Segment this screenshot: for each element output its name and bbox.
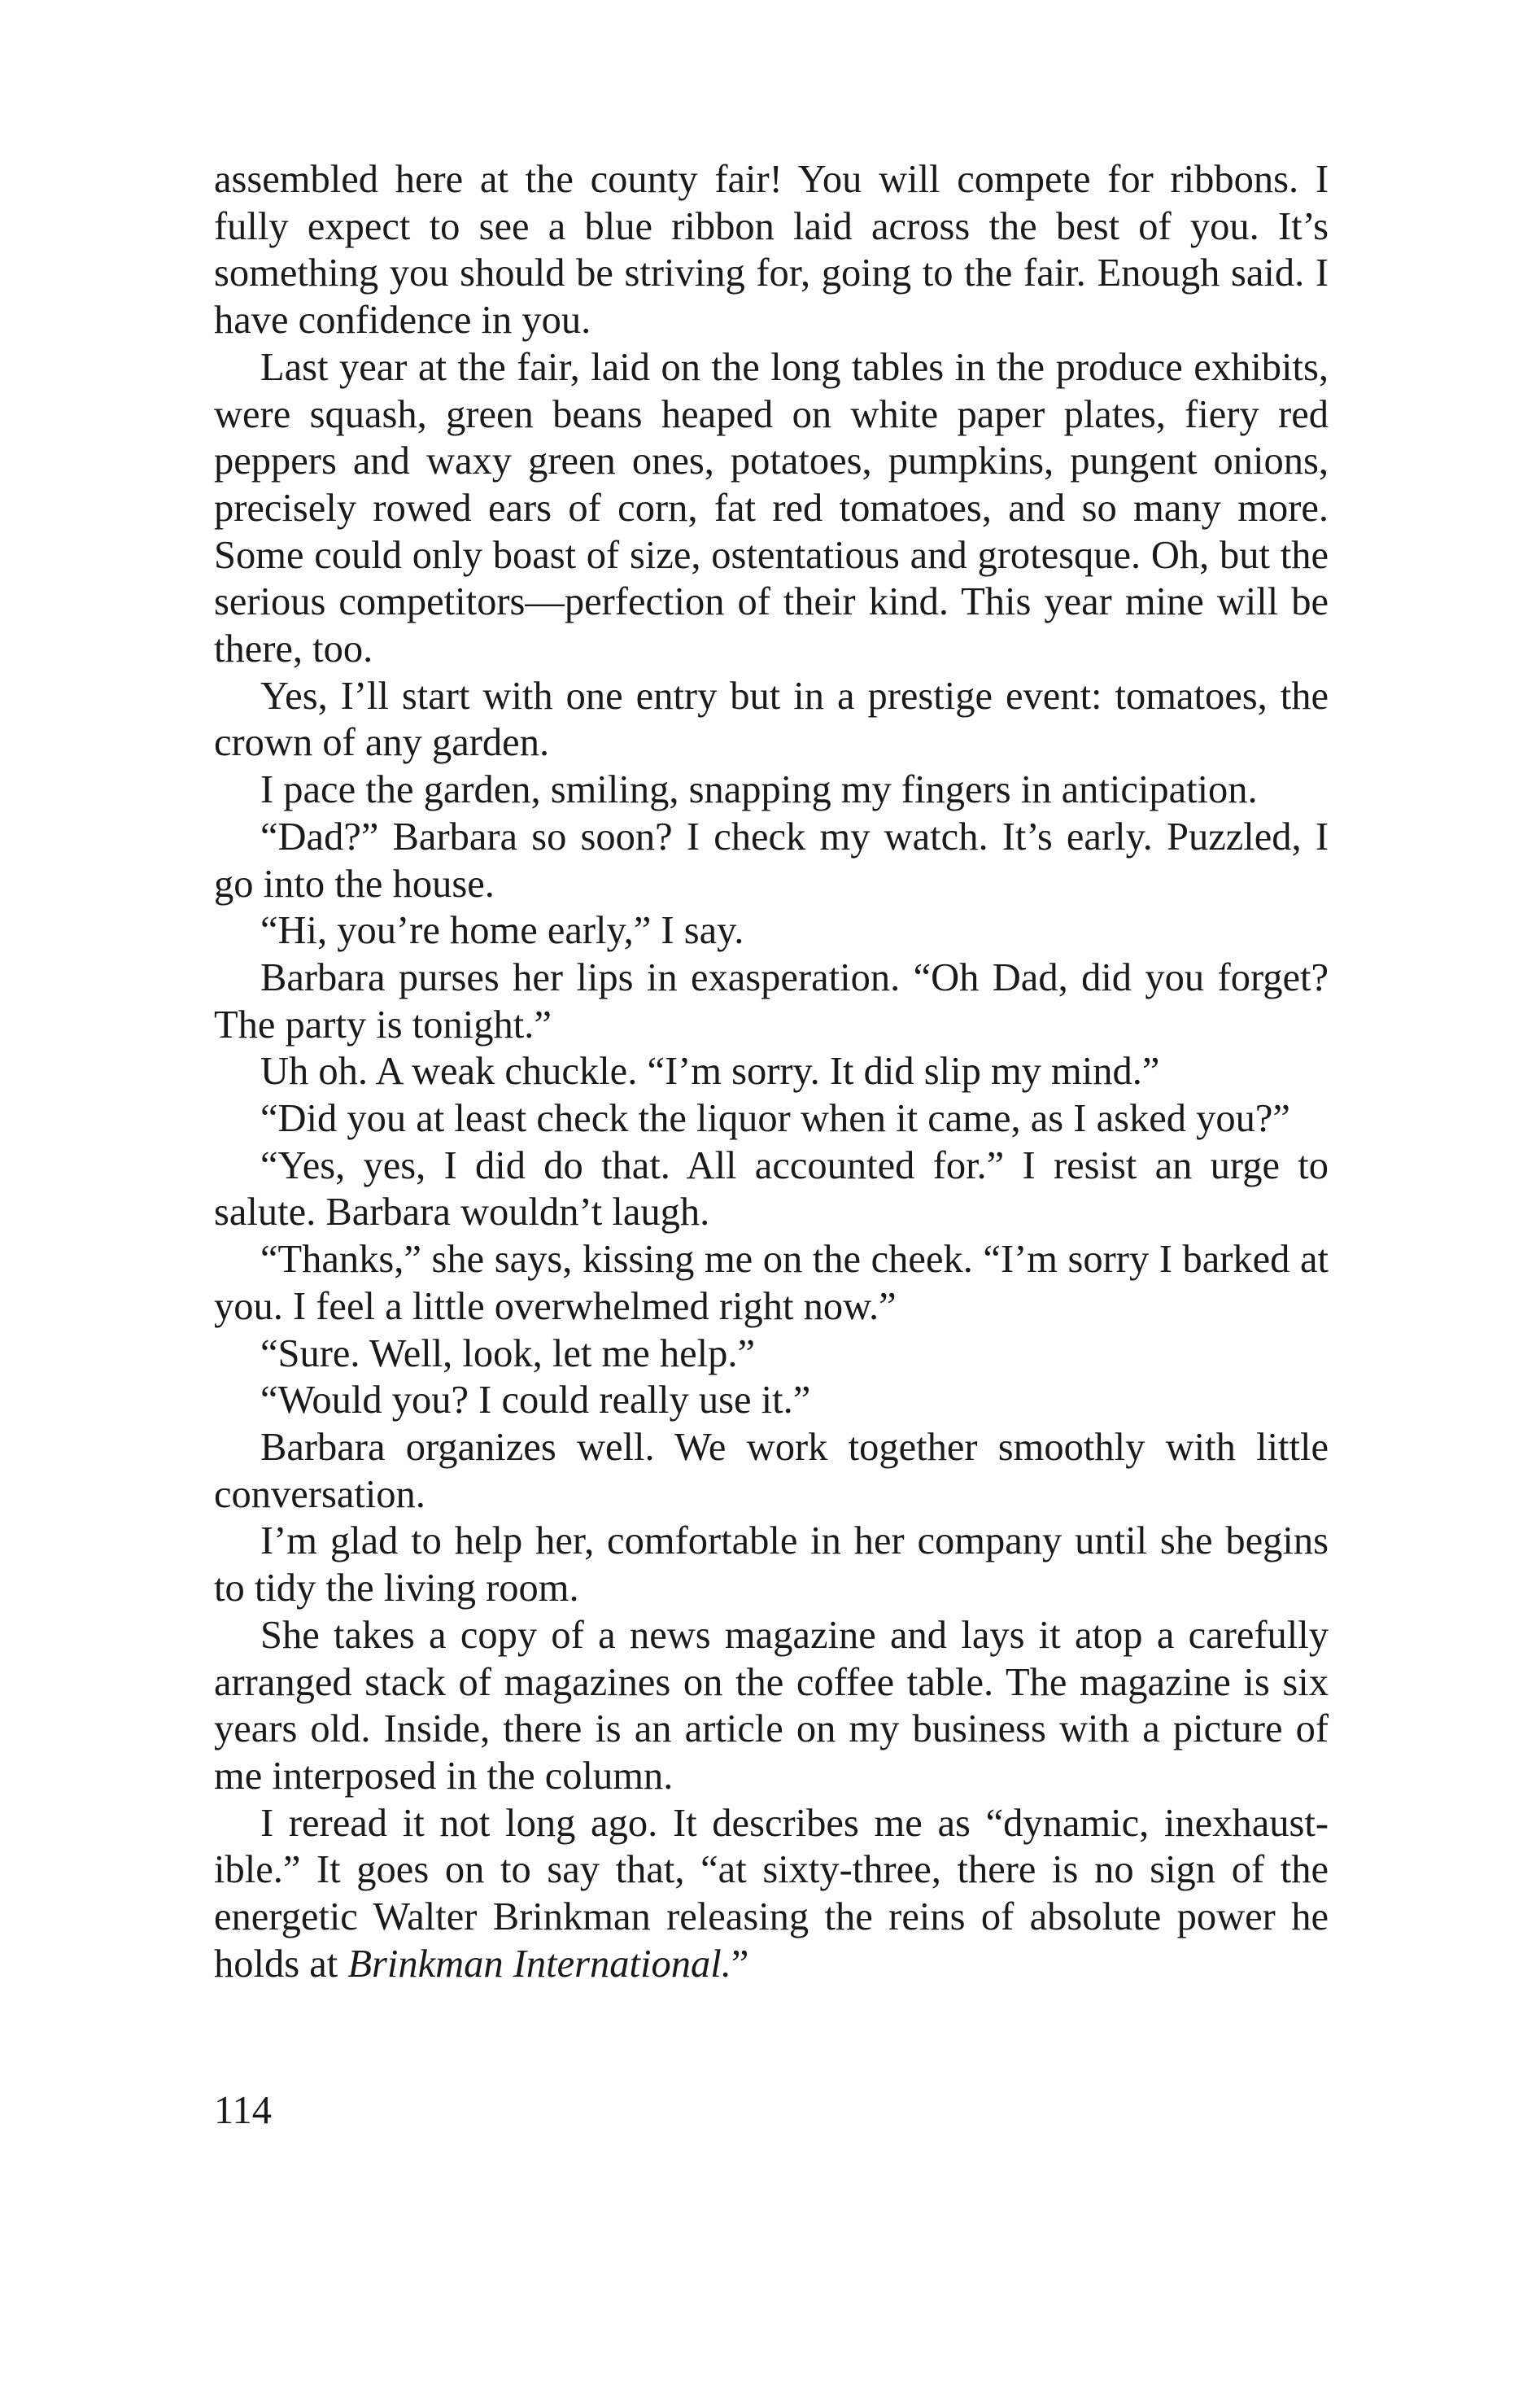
last-paragraph [214,1800,1329,1988]
paragraph: Last year at the fair, laid on the long tables in the produce exhibits, were squash, green beans heaped on white paper plates, fiery red peppers and waxy green ones, potatoes, pumpkins, pungent onions, precisely rowed ears of corn, fat red tomatoes, and so many more. Some could only boast of size, ostentatious and grotesque. Oh, but the serious competitors—perfection of their kind. This year mine will be there, too. [214,345,1329,671]
paragraph: “Did you at least check the liquor when it came, as I asked you?” [260,1097,1290,1141]
paragraph: Uh oh. A weak chuckle. “I’m sorry. It did slip my mind.” [260,1050,1160,1094]
paragraph: “Thanks,” she says, kissing me on the cheek. “I’m sorry I barked at you. I feel a little overwhelmed right now.” [214,1238,1329,1328]
paragraph: I pace the garden, smiling, snapping my fingers in anticipation. [260,768,1258,812]
paragraph: Barbara purses her lips in exasperation. “Oh Dad, did you forget? The party is tonight.” [214,955,1329,1047]
paragraph: assembled here at the county fair! You will compete for ribbons. I fully expect to see a blue ribbon laid across the best of you. It’s something you should be striving for, going to the fair. Enough said. I have confidence in you. [214,158,1329,343]
paragraph: “Dad?” Barbara so soon? I check my watch. It’s early. Puzzled, I go into the house. [214,815,1329,906]
paragraph: I’m glad to help her, comfortable in her company until she begins to tidy the living room. [214,1519,1329,1610]
paragraph: “Yes, yes, I did do that. All accounted for.” I resist an urge to salute. Barbara wouldn’t laugh. [214,1143,1329,1235]
closing-quote: ” [731,1942,749,1986]
paragraph: “Hi, you’re home early,” I say. [260,909,744,953]
last-paragraph-text: I reread it not long ago. It describes me as “dynamic, inexhaustible.” It goes on to say that, “at sixty-three, there is no sign of the energetic Walter Brinkman releasing the reins of absolute power he holds at [214,1801,1329,1986]
body-text [214,156,1329,1987]
page-number: 114 [214,2089,272,2132]
paragraph: “Sure. Well, look, let me help.” [260,1331,756,1375]
company-name-italic: Brinkman International. [347,1942,731,1986]
paragraph: Barbara organizes well. We work together smoothly with little conversation. [214,1425,1329,1516]
paragraph: She takes a copy of a news magazine and lays it atop a carefully arranged stack of magazines on the coffee table. The magazine is six years old. Inside, there is an article on my business with a picture of me interposed in the column. [214,1613,1329,1798]
paragraph: Yes, I’ll start with one entry but in a prestige event: tomatoes, the crown of any garden. [214,674,1329,765]
paragraph: “Would you? I could really use it.” [260,1379,811,1423]
